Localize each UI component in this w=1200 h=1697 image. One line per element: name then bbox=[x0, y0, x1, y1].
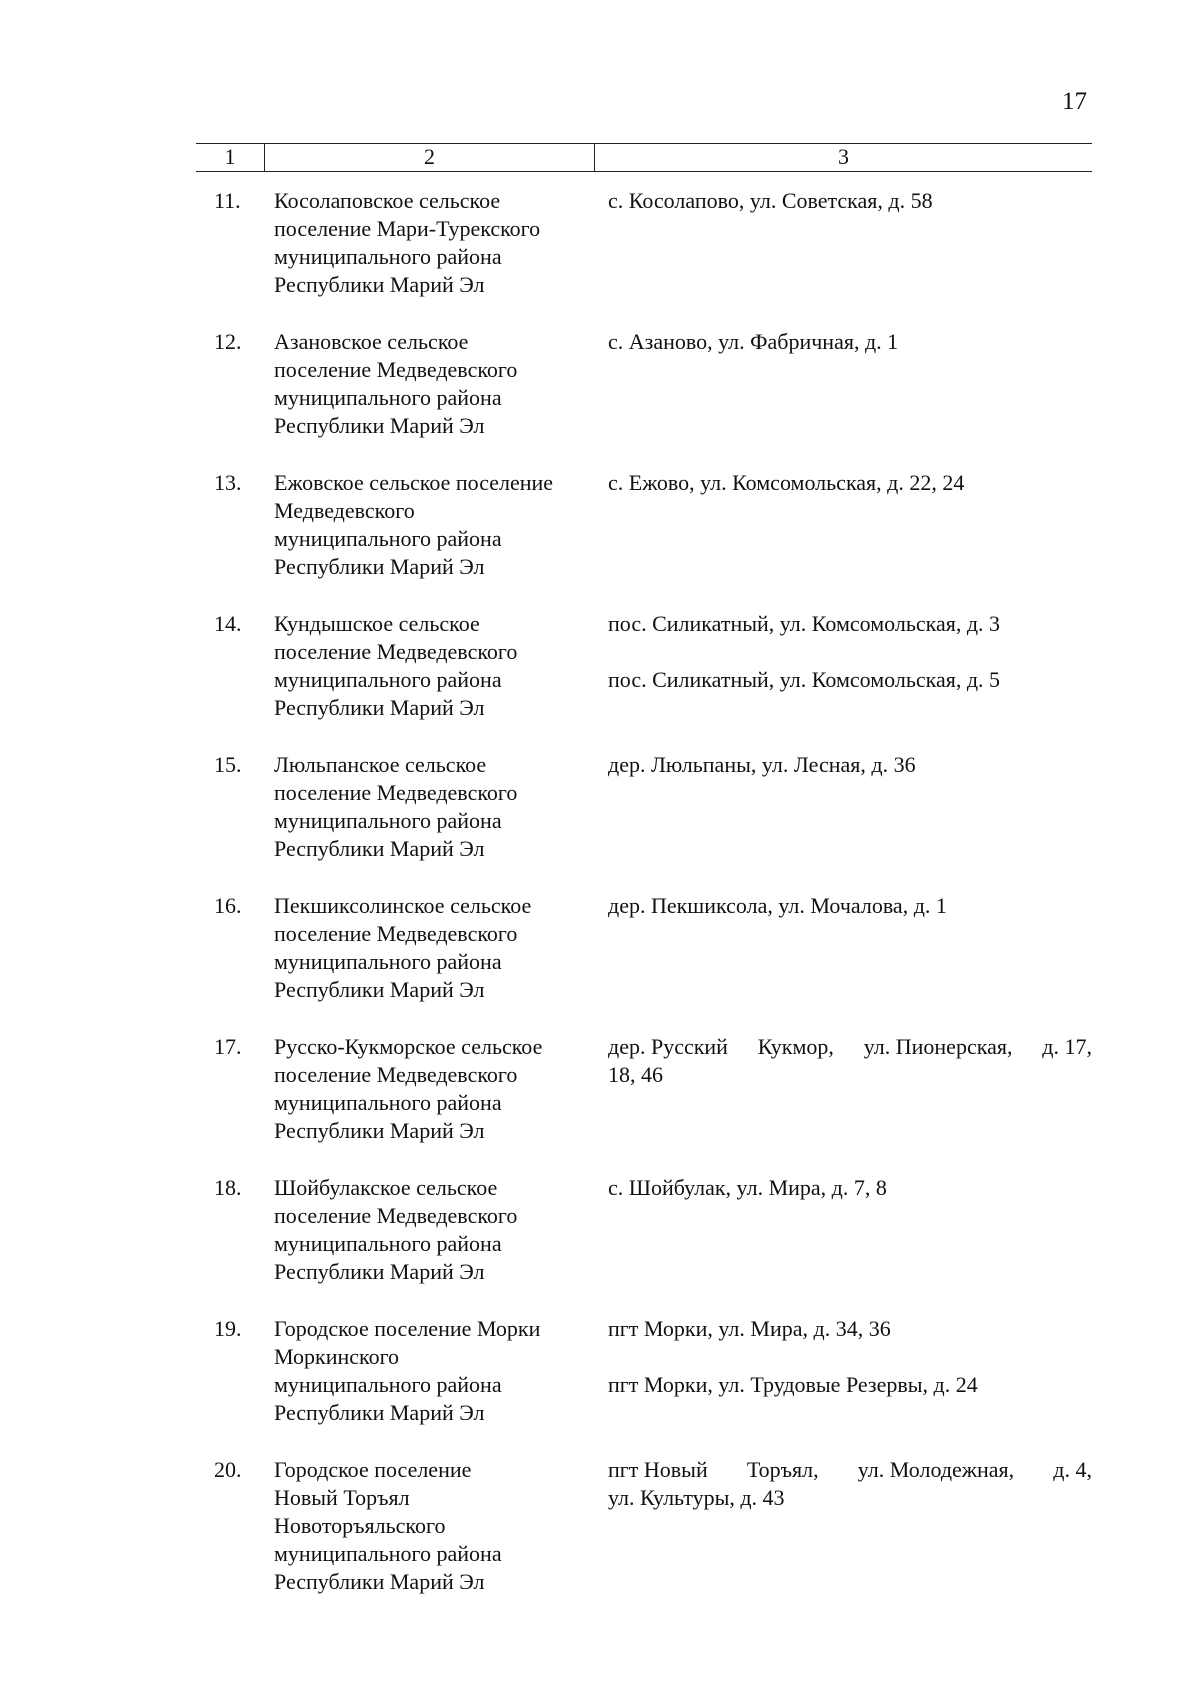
address-cell bbox=[608, 328, 1092, 356]
settlement-name-line: Новоторъяльского bbox=[274, 1513, 446, 1538]
settlement-name bbox=[274, 610, 594, 722]
header-col-3: 3 bbox=[594, 144, 1092, 171]
header-col-2: 2 bbox=[264, 144, 594, 171]
settlement-name-line: Республики Марий Эл bbox=[274, 977, 485, 1002]
address-cell bbox=[608, 1456, 1092, 1512]
address-word: ул. Пионерская, bbox=[863, 1034, 1013, 1059]
settlement-name-line: Кундышское сельское bbox=[274, 611, 480, 636]
settlement-name-line: поселение Медведевского bbox=[274, 639, 518, 664]
address-cell bbox=[608, 1033, 1092, 1089]
row-number: 17. bbox=[214, 1034, 242, 1059]
table-header bbox=[196, 143, 1092, 172]
settlement-name-line: Республики Марий Эл bbox=[274, 1118, 485, 1143]
row-number: 13. bbox=[214, 470, 242, 495]
settlement-name bbox=[274, 1033, 594, 1145]
table-row bbox=[0, 187, 1200, 328]
settlement-name-line: Республики Марий Эл bbox=[274, 1569, 485, 1594]
settlement-name-line: Республики Марий Эл bbox=[274, 554, 485, 579]
settlement-name-line: поселение Медведевского bbox=[274, 1203, 518, 1228]
settlement-name-line: Косолаповское сельское bbox=[274, 188, 501, 213]
row-number: 20. bbox=[214, 1457, 242, 1482]
settlement-name-line: поселение Медведевского bbox=[274, 357, 518, 382]
row-number: 19. bbox=[214, 1316, 242, 1341]
table-row bbox=[0, 1456, 1200, 1626]
settlement-name-line: Шойбулакское сельское bbox=[274, 1175, 498, 1200]
address-line: с. Шойбулак, ул. Мира, д. 7, 8 bbox=[608, 1175, 887, 1200]
table-row bbox=[0, 892, 1200, 1033]
settlement-name-line: Республики Марий Эл bbox=[274, 836, 485, 861]
table-row bbox=[0, 751, 1200, 892]
page-number: 17 bbox=[1062, 88, 1087, 115]
settlement-name-line: Пекшиксолинское сельское bbox=[274, 893, 532, 918]
settlement-name-line: Городское поселение Морки bbox=[274, 1316, 541, 1341]
address-cell bbox=[608, 187, 1092, 215]
settlement-name-line: Республики Марий Эл bbox=[274, 272, 485, 297]
table-row bbox=[0, 469, 1200, 610]
settlement-name-line: муниципального района bbox=[274, 808, 502, 833]
address-line: пос. Силикатный, ул. Комсомольская, д. 3 bbox=[608, 611, 1001, 636]
settlement-name-line: муниципального района bbox=[274, 1090, 502, 1115]
settlement-name-line: Ежовское сельское поселение bbox=[274, 470, 554, 495]
row-number: 14. bbox=[214, 611, 242, 636]
row-number: 12. bbox=[214, 329, 242, 354]
settlement-name bbox=[274, 1174, 594, 1286]
address-cell bbox=[608, 1174, 1092, 1202]
address-line bbox=[608, 1456, 1092, 1484]
address-cell bbox=[608, 469, 1092, 497]
settlement-name-line: Люльпанское сельское bbox=[274, 752, 487, 777]
settlement-name-line: муниципального района bbox=[274, 1372, 502, 1397]
address-word: д. 4, bbox=[1053, 1457, 1092, 1482]
table-row bbox=[0, 1315, 1200, 1456]
settlement-name bbox=[274, 1315, 594, 1427]
address-cell bbox=[608, 610, 1092, 694]
settlement-name-line: Республики Марий Эл bbox=[274, 1259, 485, 1284]
table-row bbox=[0, 1174, 1200, 1315]
settlement-name-line: поселение Медведевского bbox=[274, 921, 518, 946]
address-cell bbox=[608, 1315, 1092, 1399]
address-word: пгт Новый bbox=[608, 1457, 708, 1482]
settlement-name-line: поселение Мари-Турекского bbox=[274, 216, 541, 241]
settlement-name-line: поселение Медведевского bbox=[274, 1062, 518, 1087]
settlement-name bbox=[274, 1456, 594, 1596]
settlement-name bbox=[274, 328, 594, 440]
address-line: дер. Люльпаны, ул. Лесная, д. 36 bbox=[608, 752, 916, 777]
address-line: пгт Морки, ул. Трудовые Резервы, д. 24 bbox=[608, 1372, 978, 1397]
address-word: ул. Молодежная, bbox=[857, 1457, 1015, 1482]
row-number: 15. bbox=[214, 752, 242, 777]
address-line: с. Азаново, ул. Фабричная, д. 1 bbox=[608, 329, 899, 354]
settlement-name-line: муниципального района bbox=[274, 949, 502, 974]
address-cell bbox=[608, 892, 1092, 920]
address-line: дер. Пекшиксола, ул. Мочалова, д. 1 bbox=[608, 893, 947, 918]
table-row bbox=[0, 610, 1200, 751]
settlement-name-line: муниципального района bbox=[274, 1541, 502, 1566]
settlement-name-line: Азановское сельское bbox=[274, 329, 469, 354]
address-line: с. Косолапово, ул. Советская, д. 58 bbox=[608, 188, 933, 213]
address-line: 18, 46 bbox=[608, 1062, 663, 1087]
address-word: Торъял, bbox=[746, 1457, 819, 1482]
row-number: 11. bbox=[214, 188, 241, 213]
address-line: ул. Культуры, д. 43 bbox=[608, 1485, 785, 1510]
settlement-name-line: Республики Марий Эл bbox=[274, 1400, 485, 1425]
address-line bbox=[608, 1033, 1092, 1061]
settlement-name bbox=[274, 892, 594, 1004]
address-word: д. 17, bbox=[1042, 1034, 1092, 1059]
header-col-1: 1 bbox=[224, 144, 236, 169]
row-number: 18. bbox=[214, 1175, 242, 1200]
row-number: 16. bbox=[214, 893, 242, 918]
address-word: Кукмор, bbox=[757, 1034, 834, 1059]
settlement-name-line: муниципального района bbox=[274, 1231, 502, 1256]
settlement-name-line: Республики Марий Эл bbox=[274, 695, 485, 720]
settlement-name-line: муниципального района bbox=[274, 667, 502, 692]
settlement-name-line: муниципального района bbox=[274, 526, 502, 551]
address-line: пгт Морки, ул. Мира, д. 34, 36 bbox=[608, 1316, 891, 1341]
settlement-name-line: муниципального района bbox=[274, 385, 502, 410]
table-row bbox=[0, 1033, 1200, 1174]
settlement-name-line: Городское поселение bbox=[274, 1457, 472, 1482]
settlement-name bbox=[274, 469, 594, 581]
address-line: пос. Силикатный, ул. Комсомольская, д. 5 bbox=[608, 667, 1001, 692]
settlement-name bbox=[274, 751, 594, 863]
address-cell bbox=[608, 751, 1092, 779]
settlement-name-line: Новый Торъял bbox=[274, 1485, 410, 1510]
settlement-name-line: Медведевского bbox=[274, 498, 415, 523]
settlement-name bbox=[274, 187, 594, 299]
settlement-name-line: Русско-Кукморское сельское bbox=[274, 1034, 543, 1059]
settlement-name-line: Республики Марий Эл bbox=[274, 413, 485, 438]
address-line: с. Ежово, ул. Комсомольская, д. 22, 24 bbox=[608, 470, 965, 495]
address-word: дер. Русский bbox=[608, 1034, 728, 1059]
table-body bbox=[0, 187, 1200, 1626]
table-row bbox=[0, 328, 1200, 469]
settlement-name-line: поселение Медведевского bbox=[274, 780, 518, 805]
settlement-name-line: муниципального района bbox=[274, 244, 502, 269]
settlement-name-line: Моркинского bbox=[274, 1344, 400, 1369]
